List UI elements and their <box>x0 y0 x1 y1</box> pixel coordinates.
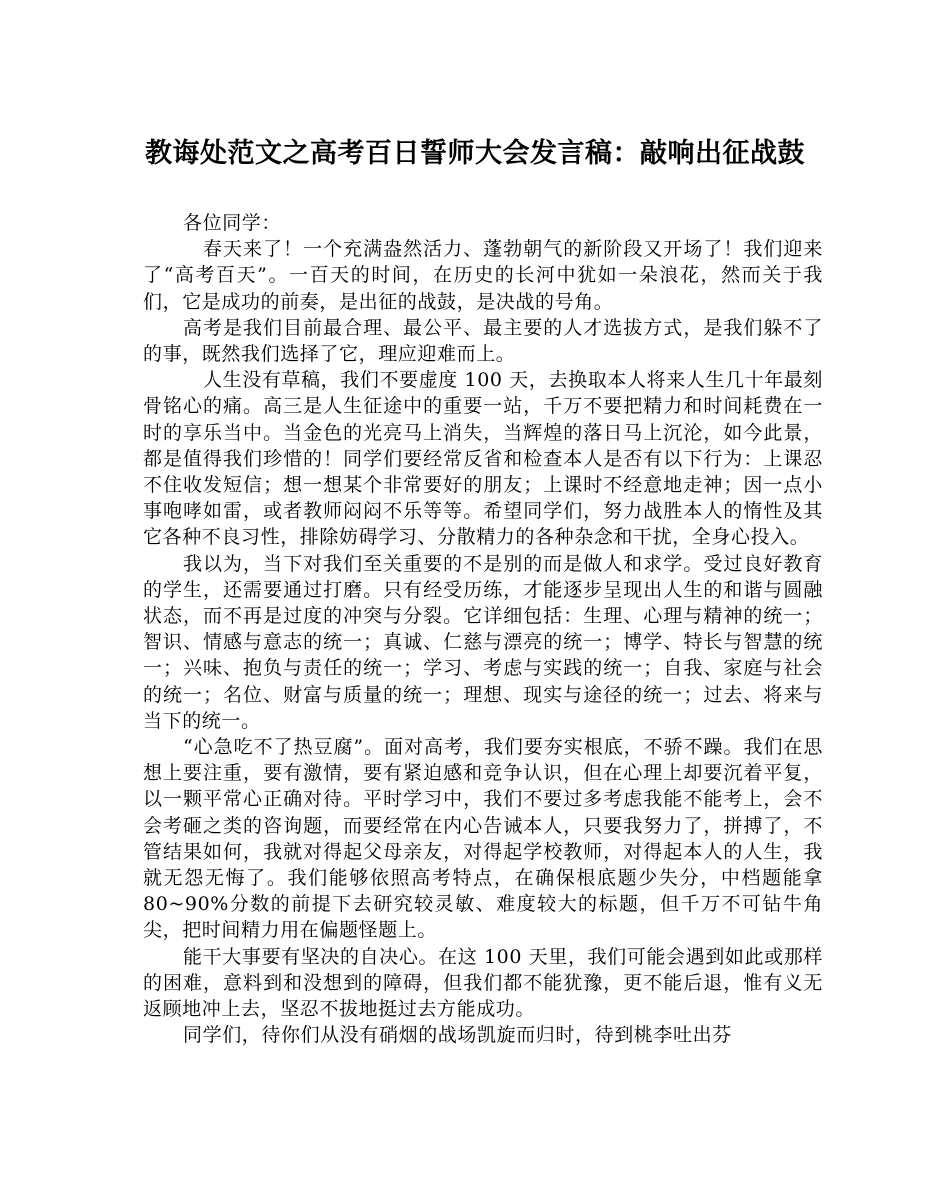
body-paragraph-7: 同学们，待你们从没有硝烟的战场凯旋而归时，待到桃李吐出芬 <box>183 1024 732 1047</box>
document-body <box>143 210 823 1049</box>
page-title: 教诲处范文之高考百日誓师大会发言稿：敲响出征战鼓 <box>145 138 805 169</box>
salutation-paragraph: 各位同学： <box>183 212 282 234</box>
body-paragraph-4: 我以为，当下对我们至关重要的不是别的而是做人和求学。受过良好教育的学生，还需要通过打磨。只有经受历练，才能逐步呈现出人生的和谐与圆融状态，而不再是过度的冲突与分裂。它详细包括：生理、心理与精神的统一；智识、情感与意志的统一；真诚、仁慈与漂亮的统一；博学、特长与智慧的统一；兴味、抱负与责任的统一；学习、考虑与实践的统一；自我、家庭与社会的统一；名位、财富与质量的统一；理想、现实与途径的统一；过去、将来与当下的统一。 <box>143 552 823 732</box>
body-paragraph-3: 人生没有草稿，我们不要虚度 100 天，去换取本人将来人生几十年最刻骨铭心的痛。高三是人生征途中的重要一站，千万不要把精力和时间耗费在一时的享乐当中。当金色的光亮马上消失，当辉煌的落日马上沉沦，如今此景，都是值得我们珍惜的！同学们要经常反省和检查本人是否有以下行为：上课忍不住收发短信；想一想某个非常要好的朋友；上课时不经意地走神；因一点小事咆哮如雷，或者教师闷闷不乐等等。希望同学们，努力战胜本人的惰性及其它各种不良习性，排除妨碍学习、分散精力的各种杂念和干扰，全身心投入。 <box>143 369 823 549</box>
body-paragraph-6: 能干大事要有坚决的自决心。在这 100 天里，我们可能会遇到如此或那样的困难，意料到和没想到的障碍，但我们都不能犹豫，更不能后退，惟有义无返顾地冲上去，坚忍不拔地挺过去方能成功。 <box>143 945 823 1021</box>
body-paragraph-1: 春天来了！一个充满盎然活力、蓬勃朝气的新阶段又开场了！我们迎来了“高考百天”。一百天的时间，在历史的长河中犹如一朵浪花，然而关于我们，它是成功的前奏，是出征的战鼓，是决战的号角。 <box>143 238 823 313</box>
body-paragraph-5: “心急吃不了热豆腐”。面对高考，我们要夯实根底，不骄不躁。我们在思想上要注重，要有激情，要有紧迫感和竞争认识，但在心理上却要沉着平复，以一颗平常心正确对待。平时学习中，我们不要过多考虑我能不能考上，会不会考砸之类的咨询题，而要经常在内心告诫本人，只要我努力了，拼搏了，不管结果如何，我就对得起父母亲友，对得起学校教师，对得起本人的人生，我就无怨无悔了。我们能够依照高考特点，在确保根底题少失分，中档题能拿 80~90%分数的前提下去研究较灵敏、难度较大的标题，但千万不可钻牛角尖，把时间精力用在偏题怪题上。 <box>143 736 823 942</box>
body-paragraph-2: 高考是我们目前最合理、最公平、最主要的人才选拔方式，是我们躲不了的事，既然我们选择了它，理应迎难而上。 <box>143 316 823 366</box>
